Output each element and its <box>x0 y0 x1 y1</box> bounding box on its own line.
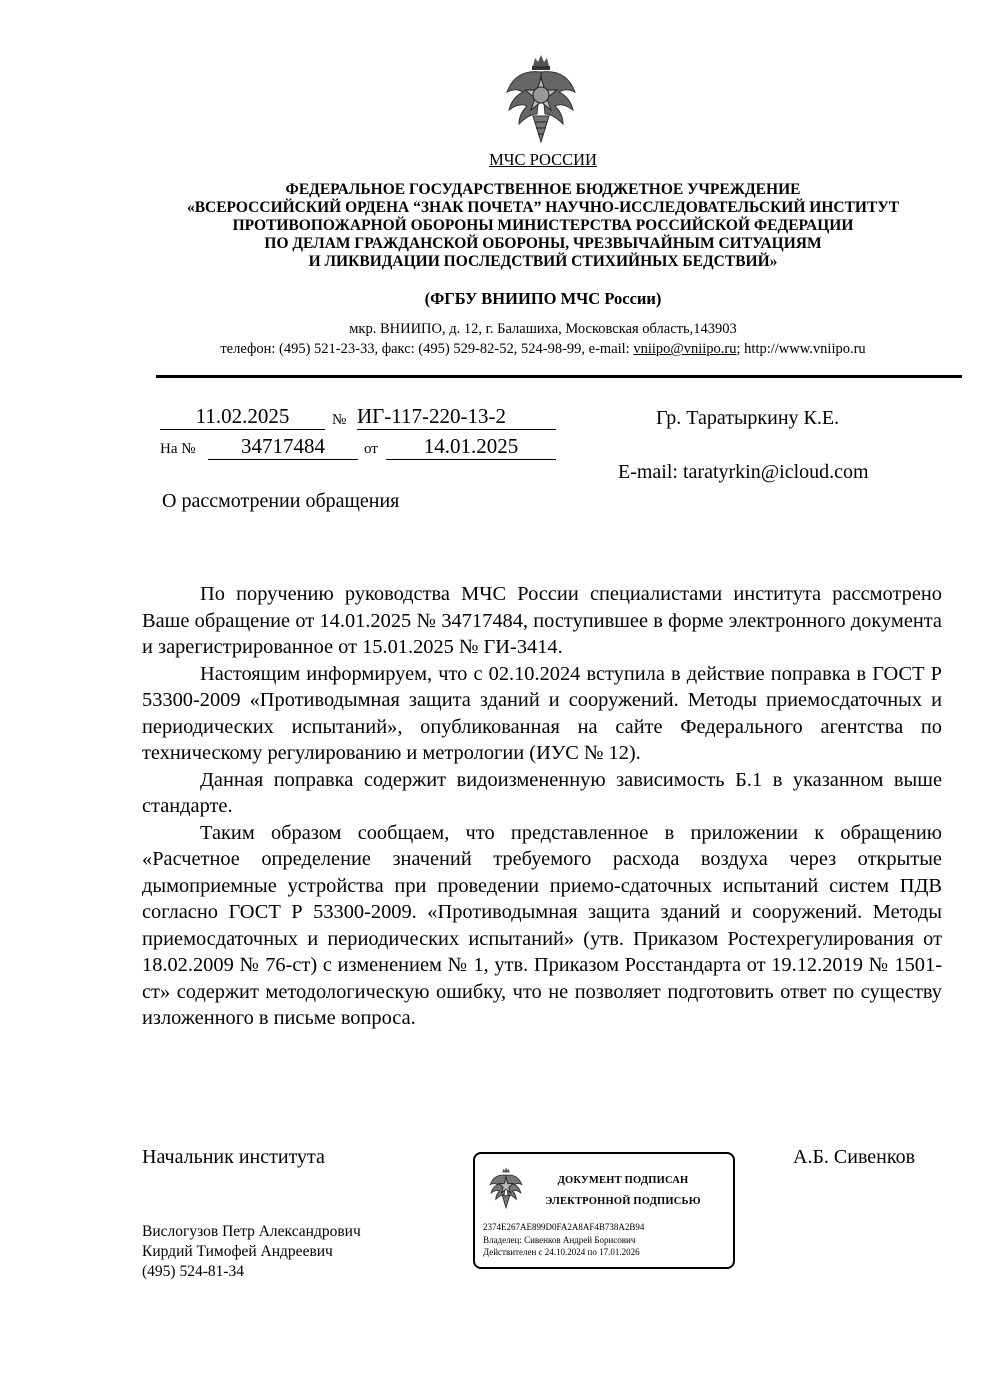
letter-body <box>142 581 942 1032</box>
body-paragraph: Таким образом сообщаем, что представленное в приложении к обращению «Расчетное определение значений требуемого расхода воздуха через открытые дымоприемные устройства при проведении приемо-сдаточных испытаний систем ПДВ согласно ГОСТ Р 53300-2009. «Противодымная защита зданий и сооружений. Методы приемосдаточных и периодических испытаний» (утв. Приказом Ростехрегулирования от 18.02.2009 № 76-ст) с изменением № 1, утв. Приказом Росстандарта от 19.12.2019 № 1501-ст» содержит методологическую ошибку, что не позволяет подготовить ответ по существу изложенного в письме вопроса. <box>142 821 942 1029</box>
body-paragraph: Настоящим информируем, что с 02.10.2024 вступила в действие поправка в ГОСТ Р 53300-2009 «Противодымная защита зданий и сооружений. Методы приемосдаточных и периодических испытаний», опубликованная на сайте Федерального агентства по техническому регулированию и метрологии (ИУС № 12). <box>142 662 942 764</box>
certificate-number: 2374E267AE899D0FA2A8AF4B738A2B94 <box>483 1222 645 1232</box>
org-line: ПО ДЕЛАМ ГРАЖДАНСКОЙ ОБОРОНЫ, ЧРЕЗВЫЧАЙНЫМ СИТУАЦИЯМ <box>264 235 822 252</box>
executor-phone: (495) 524-81-34 <box>142 1263 245 1280</box>
org-line: И ЛИКВИДАЦИИ ПОСЛЕДСТВИЙ СТИХИЙНЫХ БЕДСТВИЙ» <box>308 253 778 270</box>
ministry-name: МЧС РОССИИ <box>489 150 597 169</box>
certificate-validity: Действителен с 24.10.2024 по 17.01.2026 <box>483 1247 640 1257</box>
recipient-name: Гр. Таратыркину К.Е. <box>656 407 840 429</box>
website-text: ; http://www.vniipo.ru <box>736 341 866 357</box>
postal-address: мкр. ВНИИПО, д. 12, г. Балашиха, Московская область,143903 <box>349 321 737 337</box>
executor-name: Вислогузов Петр Александрович <box>142 1223 361 1240</box>
stamp-title-line: ЭЛЕКТРОННОЙ ПОДПИСЬЮ <box>545 1196 701 1207</box>
reply-date: 14.01.2025 <box>386 435 556 460</box>
recipient-email: E-mail: taratyrkin@icloud.com <box>618 461 869 483</box>
number-label: № <box>332 412 347 428</box>
contacts-text: телефон: (495) 521-23-33, факс: (495) 529-82-52, 524-98-99, e-mail: <box>220 341 634 357</box>
org-line: ФЕДЕРАЛЬНОЕ ГОСУДАРСТВЕННОЕ БЮДЖЕТНОЕ УЧРЕЖДЕНИЕ <box>285 181 801 198</box>
signer-name: А.Б. Сивенков <box>793 1146 916 1168</box>
from-label: от <box>364 441 378 457</box>
org-line: «ВСЕРОССИЙСКИЙ ОРДЕНА “ЗНАК ПОЧЕТА” НАУЧНО-ИССЛЕДОВАТЕЛЬСКИЙ ИНСТИТУТ <box>186 199 900 216</box>
organization-full-name <box>0 181 991 271</box>
reply-number: 34717484 <box>208 435 358 460</box>
stamp-title-line: ДОКУМЕНТ ПОДПИСАН <box>557 1175 689 1186</box>
stamp-title <box>533 1170 713 1212</box>
outgoing-number: ИГ-117-220-13-2 <box>357 405 556 430</box>
body-paragraph: Данная поправка содержит видоизмененную зависимость Б.1 в указанном выше стандарте. <box>142 768 942 817</box>
subject-line: О рассмотрении обращения <box>162 490 400 512</box>
signer-position: Начальник института <box>142 1146 325 1168</box>
email-link[interactable]: vniipo@vniipo.ru <box>633 341 737 357</box>
certificate-owner: Владелец: Сивенков Андрей Борисович <box>483 1235 636 1245</box>
organization-short-name: (ФГБУ ВНИИПО МЧС России) <box>424 289 662 308</box>
reply-label: На № <box>160 441 196 457</box>
org-line: ПРОТИВОПОЖАРНОЙ ОБОРОНЫ МИНИСТЕРСТВА РОССИЙСКОЙ ФЕДЕРАЦИИ <box>232 217 854 234</box>
header-divider <box>156 375 962 378</box>
executors-block <box>142 1222 361 1282</box>
contact-line <box>0 341 991 358</box>
body-paragraph: По поручению руководства МЧС России специалистами института рассмотрено Ваше обращение от 14.01.2025 № 34717484, поступившее в форме электронного документа и зарегистрированное от 15.01.2025 № ГИ-3414. <box>142 583 942 658</box>
executor-name: Кирдий Тимофей Андреевич <box>142 1243 333 1260</box>
mchs-emblem-icon <box>505 52 577 147</box>
outgoing-date: 11.02.2025 <box>160 405 325 430</box>
stamp-emblem-icon <box>489 1166 523 1210</box>
electronic-signature-stamp <box>473 1152 735 1269</box>
